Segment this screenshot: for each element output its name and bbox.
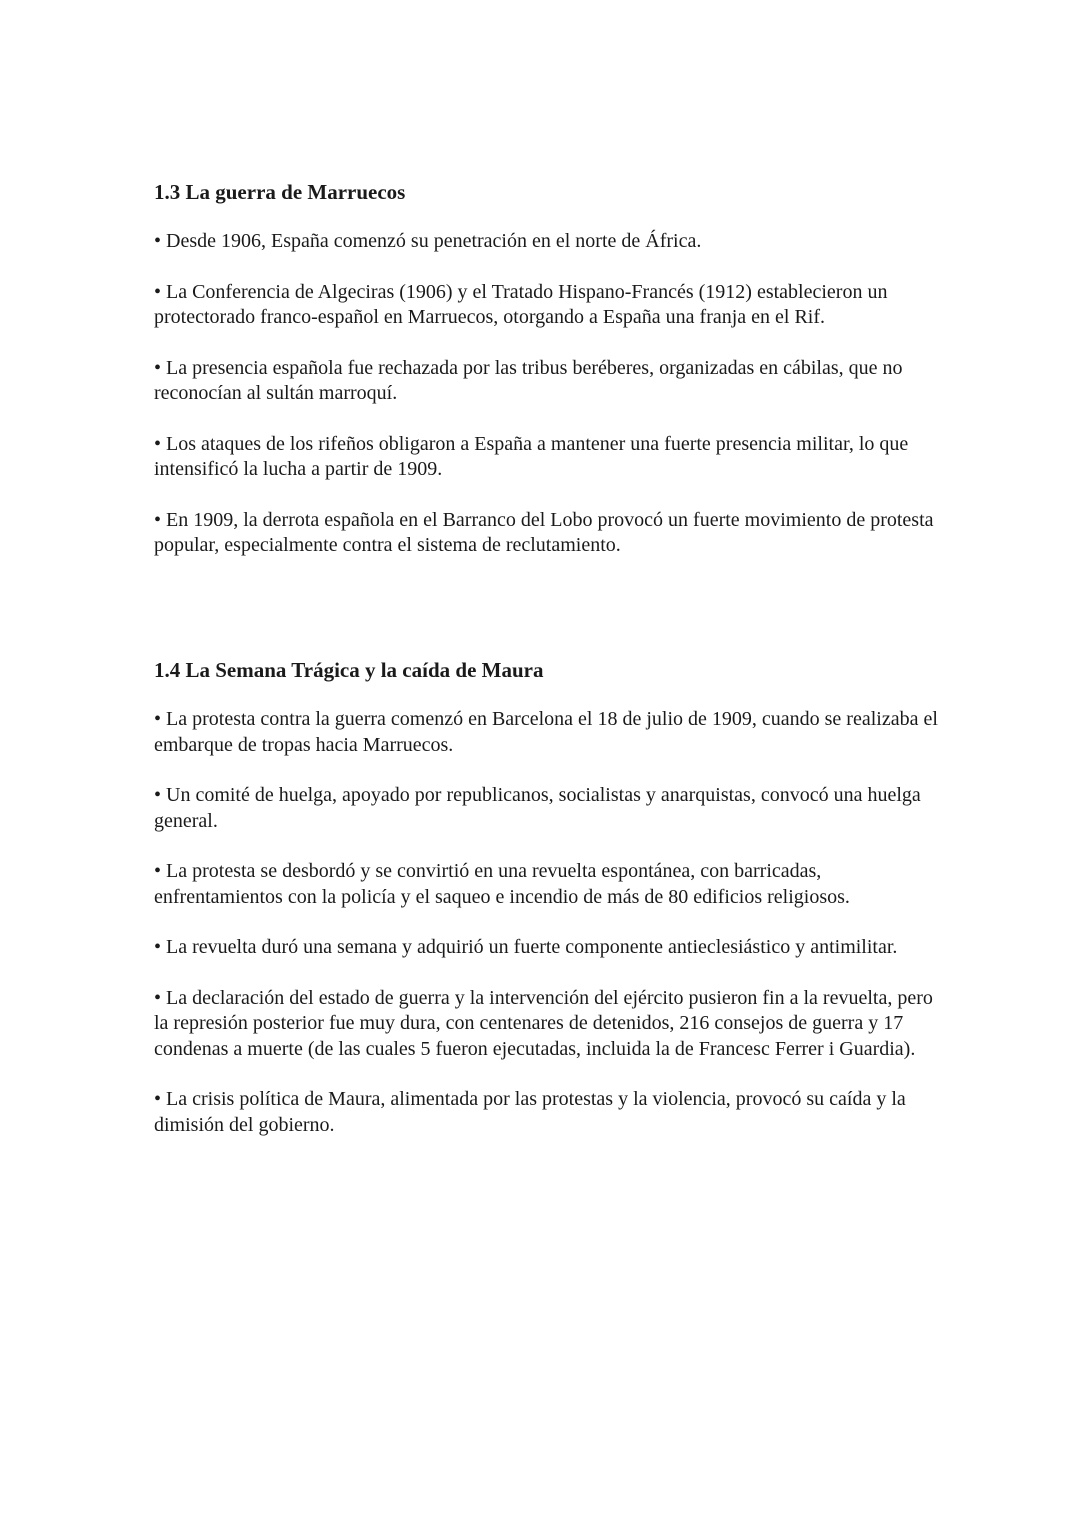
section-guerra-marruecos: [154, 178, 944, 559]
bullet-item: • La declaración del estado de guerra y la intervención del ejército pusieron fin a la revuelta, pero la represión posterior fue muy dura, con centenares de detenidos, 216 consejos de guerra y 17 condenas a muerte (de las cuales 5 fueron ejecutadas, incluida la de Francesc Ferrer i Guardia).: [154, 986, 933, 1060]
bullet-item: • Un comité de huelga, apoyado por republicanos, socialistas y anarquistas, convocó una huelga general.: [154, 784, 921, 832]
bullet-item: • Los ataques de los rifeños obligaron a España a mantener una fuerte presencia militar, lo que intensificó la lucha a partir de 1909.: [154, 432, 909, 480]
bullet-item: • La protesta se desbordó y se convirtió en una revuelta espontánea, con barricadas, enfrentamientos con la policía y el saqueo e incendio de más de 80 edificios religiosos.: [154, 860, 850, 908]
bullet-item: • La Conferencia de Algeciras (1906) y el Tratado Hispano-Francés (1912) establecieron un protectorado franco-español en Marruecos, otorgando a España una franja en el Rif.: [154, 280, 888, 328]
bullet-item: • La crisis política de Maura, alimentada por las protestas y la violencia, provocó su caída y la dimisión del gobierno.: [154, 1088, 906, 1136]
section-heading: 1.4 La Semana Trágica y la caída de Maura: [154, 658, 544, 682]
section-semana-tragica: [154, 656, 944, 1138]
bullet-item: • La revuelta duró una semana y adquirió un fuerte componente antieclesiástico y antimilitar.: [154, 936, 898, 958]
bullet-item: • Desde 1906, España comenzó su penetración en el norte de África.: [154, 230, 702, 252]
bullet-item: • En 1909, la derrota española en el Barranco del Lobo provocó un fuerte movimiento de protesta popular, especialmente contra el sistema de reclutamiento.: [154, 508, 934, 556]
bullet-item: • La protesta contra la guerra comenzó en Barcelona el 18 de julio de 1909, cuando se realizaba el embarque de tropas hacia Marruecos.: [154, 708, 938, 756]
bullet-list: [154, 707, 944, 1138]
section-heading: 1.3 La guerra de Marruecos: [154, 180, 406, 204]
bullet-list: [154, 229, 944, 559]
bullet-item: • La presencia española fue rechazada por las tribus beréberes, organizadas en cábilas, que no reconocían al sultán marroquí.: [154, 356, 903, 404]
